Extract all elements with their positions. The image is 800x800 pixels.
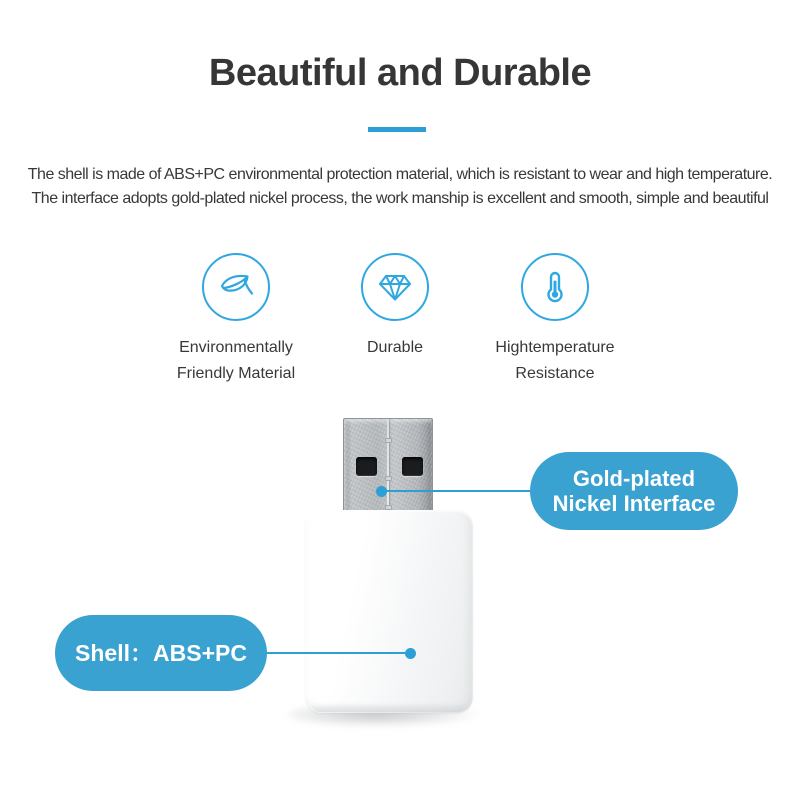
page-title: Beautiful and Durable — [208, 52, 592, 94]
feature-high-temperature — [474, 253, 636, 387]
diamond-icon — [377, 272, 413, 303]
title-underline — [368, 127, 426, 132]
feature-durable — [314, 253, 476, 361]
leaf-icon — [216, 271, 256, 303]
usb-seam — [387, 419, 389, 513]
usb-seam-notch — [385, 476, 392, 481]
feature-label-line: Resistance — [515, 365, 595, 382]
callout-bubble-shell — [55, 615, 267, 691]
feature-label-line: Hightemperature — [495, 339, 615, 356]
feature-circle — [202, 253, 270, 321]
usb-seam-notch — [385, 438, 392, 443]
description-line-1: The shell is made of ABS+PC environmental protection material, which is resistant to wear and high temperature. — [27, 166, 773, 183]
callout-text-line: Nickel Interface — [552, 491, 716, 516]
feature-label — [474, 335, 636, 387]
feature-label — [155, 335, 317, 387]
callout-bubble-interface — [530, 452, 738, 530]
feature-label-line: Friendly Material — [176, 365, 296, 382]
device-shell — [305, 510, 473, 713]
feature-eco — [155, 253, 317, 387]
usb-pin-hole-left — [356, 457, 377, 476]
callout-dot-shell — [405, 648, 416, 659]
description — [0, 163, 800, 211]
description-line-2: The interface adopts gold-plated nickel process, the work manship is excellent and smooth, simple and beautiful — [31, 190, 769, 207]
feature-label-line: Environmentally — [179, 339, 293, 356]
feature-label — [314, 335, 476, 361]
feature-label-line: Durable — [366, 339, 424, 356]
thermometer-icon — [538, 269, 572, 305]
usb-pin-hole-right — [402, 457, 423, 476]
callout-line-shell — [267, 652, 410, 654]
callout-line-interface — [381, 490, 530, 492]
callout-text-line: Gold-plated — [572, 466, 696, 491]
callout-dot-interface — [376, 486, 387, 497]
feature-circle — [521, 253, 589, 321]
feature-circle — [361, 253, 429, 321]
callout-text-line: Shell：ABS+PC — [75, 639, 247, 666]
usb-connector — [343, 418, 433, 513]
